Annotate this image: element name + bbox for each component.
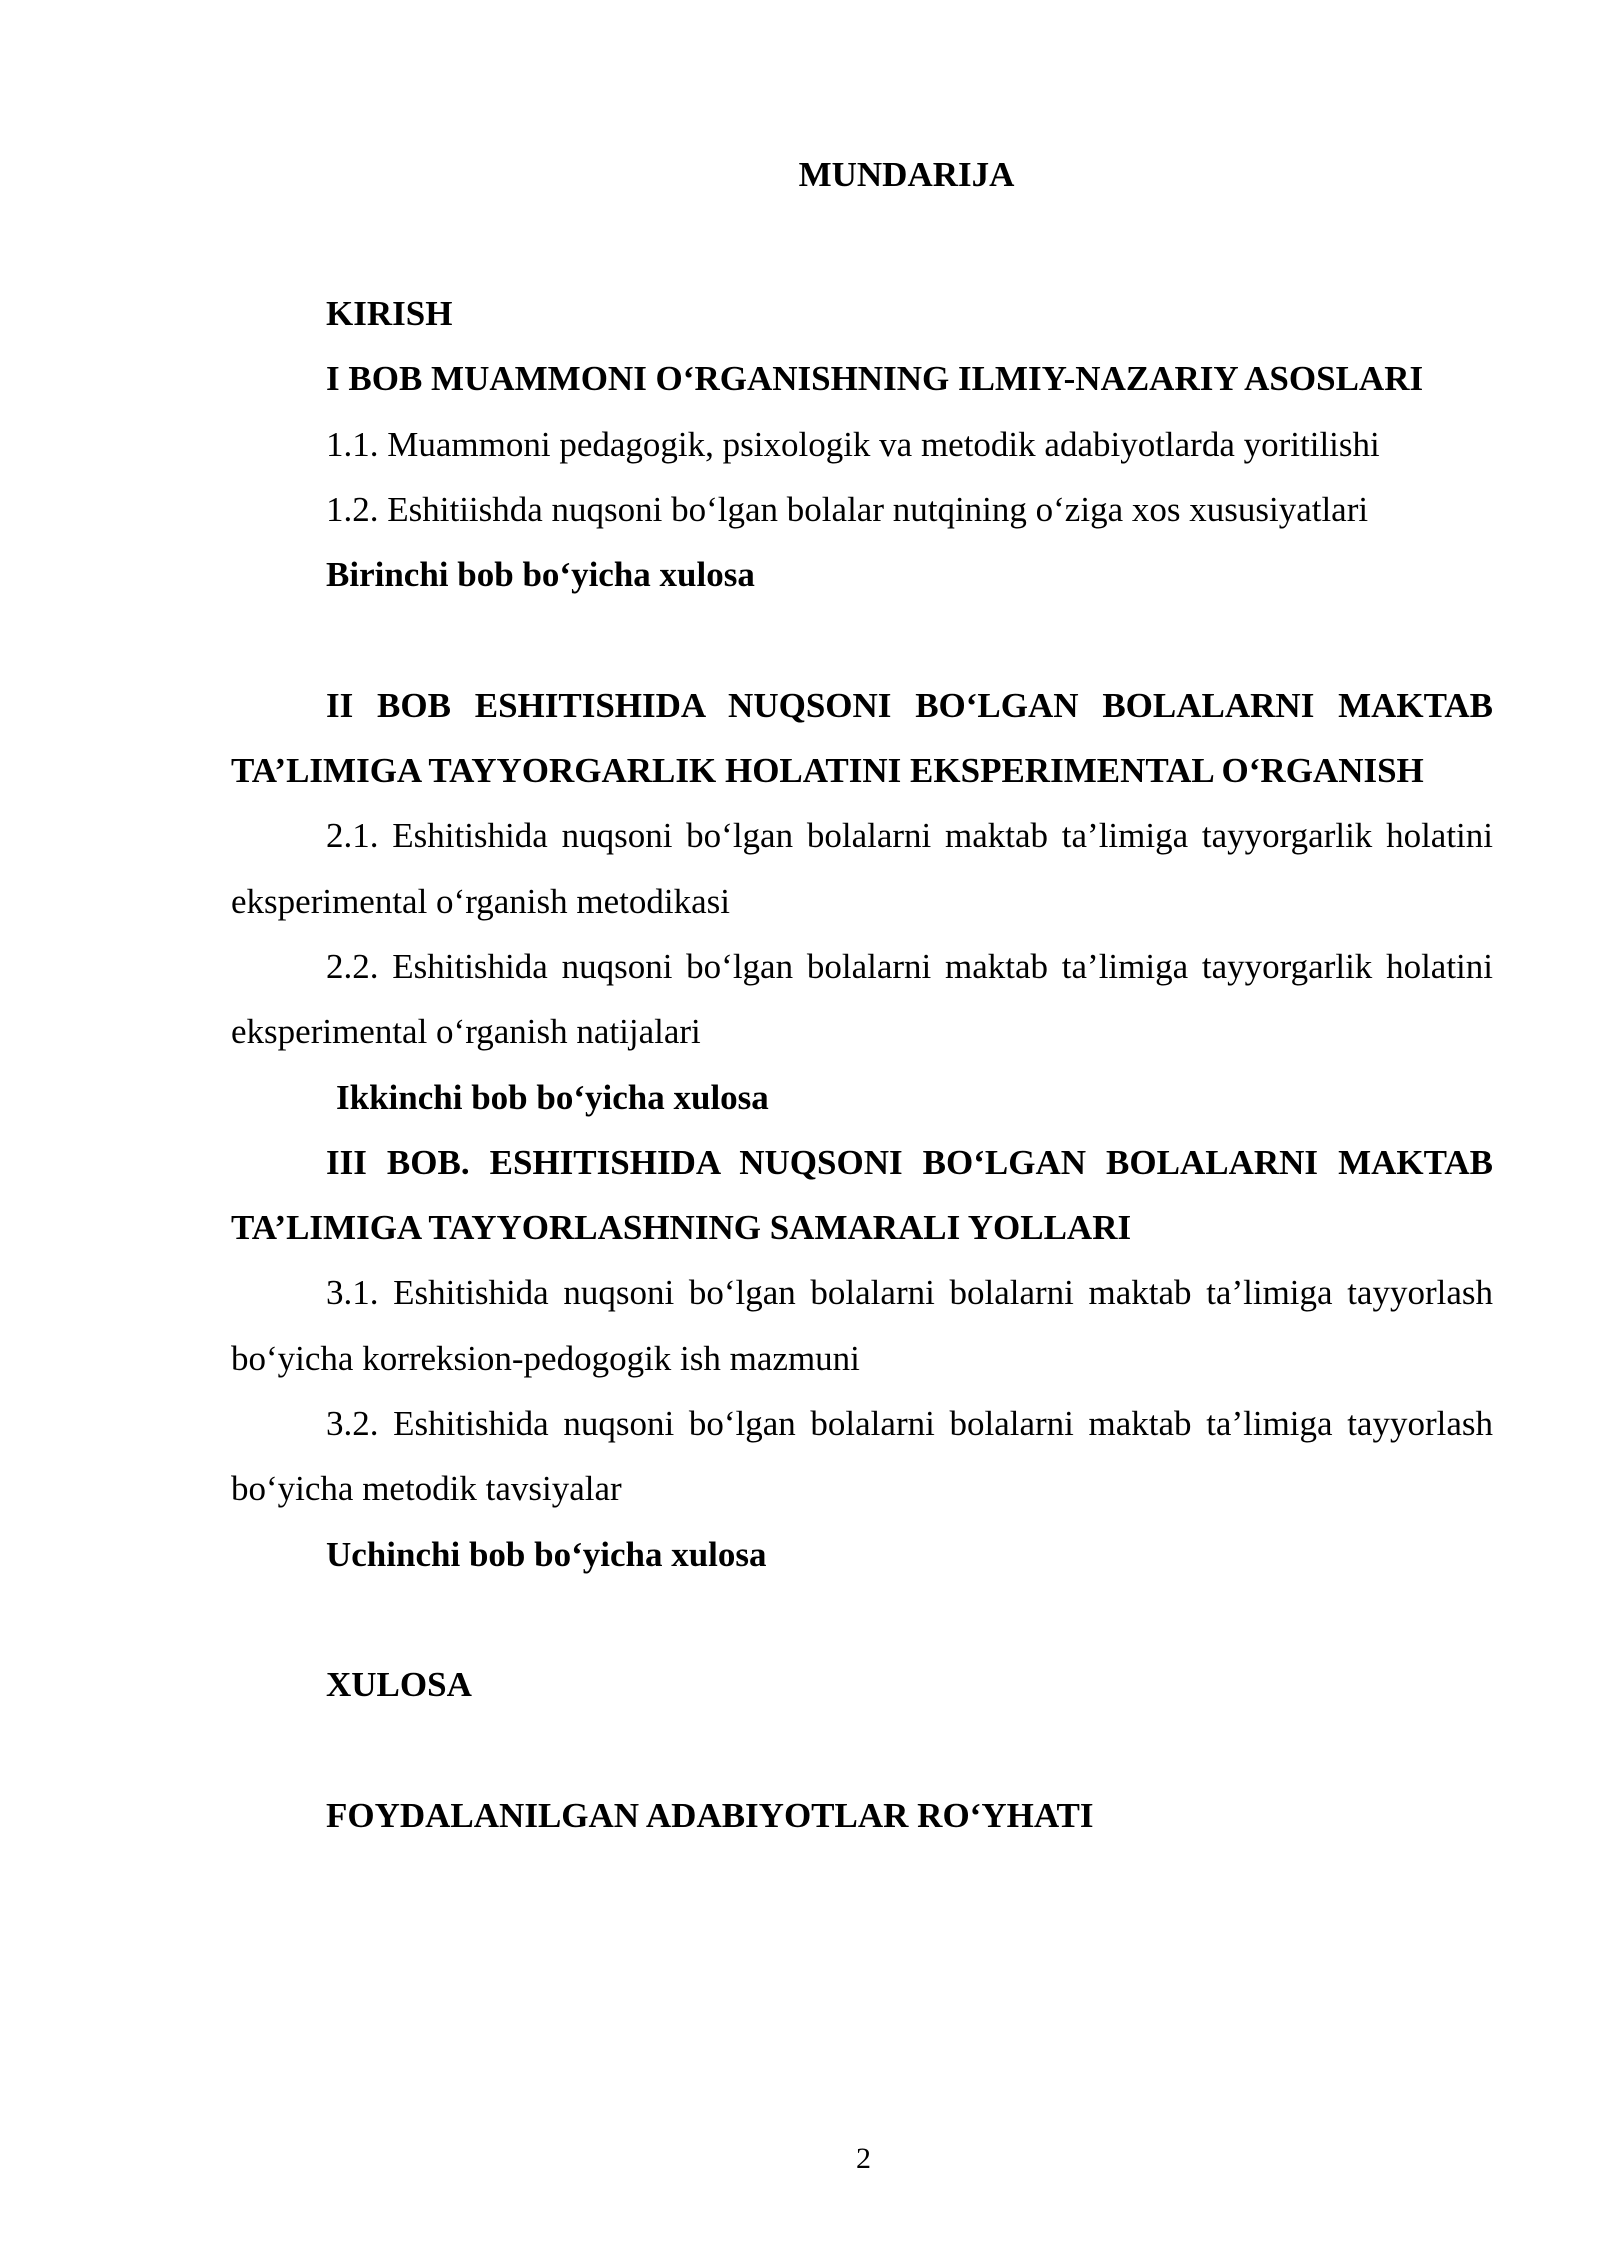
toc-entry-section-1-2: 1.2. Eshitiishda nuqsoni bo‘lgan bolalar nutqining o‘ziga xos xususiyatlari (326, 489, 1369, 529)
toc-entry-chapter-2-conclusion: Ikkinchi bob bo‘yicha xulosa (336, 1077, 769, 1117)
toc-entry-references: FOYDALANILGAN ADABIYOTLAR RO‘YHATI (326, 1795, 1094, 1835)
toc-entry-section-3-2: 3.2. Eshitishida nuqsoni bo‘lgan bolalarni bolalarni maktab ta’limiga tayyorlash bo‘yicha metodik tavsiyalar (231, 1404, 1493, 1509)
spacer (231, 607, 1493, 672)
toc-entry-section-3-1: 3.1. Eshitishida nuqsoni bo‘lgan bolalarni bolalarni maktab ta’limiga tayyorlash bo‘yicha korreksion-pedogogik ish mazmuni (231, 1273, 1493, 1378)
toc-entry-chapter-2: II BOB ESHITISHIDA NUQSONI BO‘LGAN BOLALARNI MAKTAB TA’LIMIGA TAYYORGARLIK HOLATINI EKSPERIMENTAL O‘RGANISH (231, 685, 1493, 791)
toc-entry-chapter-1: I BOB MUAMMONI O‘RGANISHNING ILMIY-NAZARIY ASOSLARI (326, 359, 1424, 399)
toc-entry-section-1-1: 1.1. Muammoni pedagogik, psixologik va metodik adabiyotlarda yoritilishi (326, 424, 1380, 464)
spacer (231, 1587, 1493, 1652)
document-title: MUNDARIJA (798, 155, 1015, 194)
toc-entry-section-2-1: 2.1. Eshitishida nuqsoni bo‘lgan bolalarni maktab ta’limiga tayyorgarlik holatini eksperimental o‘rganish metodikasi (231, 816, 1493, 921)
toc-entry-section-2-2: 2.2. Eshitishida nuqsoni bo‘lgan bolalarni maktab ta’limiga tayyorgarlik holatini eksperimental o‘rganish natijalari (231, 946, 1493, 1052)
table-of-contents (231, 281, 1493, 1848)
spacer (231, 1718, 1493, 1783)
toc-entry-chapter-1-conclusion: Birinchi bob bo‘yicha xulosa (326, 555, 755, 595)
page-number: 2 (856, 2142, 871, 2175)
toc-entry-chapter-3: III BOB. ESHITISHIDA NUQSONI BO‘LGAN BOLALARNI MAKTAB TA’LIMIGA TAYYORLASHNING SAMARALI YOLLARI (231, 1142, 1493, 1248)
toc-entry-chapter-3-conclusion: Uchinchi bob bo‘yicha xulosa (326, 1534, 767, 1574)
toc-entry-introduction: KIRISH (326, 294, 453, 333)
toc-entry-conclusion: XULOSA (326, 1665, 472, 1705)
